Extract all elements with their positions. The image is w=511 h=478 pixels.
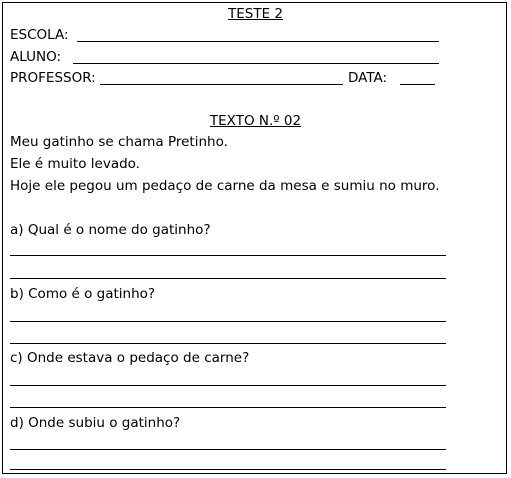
student-label: ALUNO: [10, 49, 62, 65]
school-label: ESCOLA: [10, 27, 69, 43]
answer-line[interactable] [10, 385, 446, 386]
answer-line[interactable] [10, 278, 446, 279]
answer-line[interactable] [10, 321, 446, 322]
text-line: Hoje ele pegou um pedaço de carne da mesa e sumiu no muro. [10, 178, 440, 194]
question-prompt: b) Como é o gatinho? [10, 286, 156, 302]
worksheet-frame [2, 2, 507, 474]
question-prompt: a) Qual é o nome do gatinho? [10, 222, 211, 238]
answer-line[interactable] [10, 343, 446, 344]
date-answer-line[interactable] [400, 84, 435, 85]
answer-line[interactable] [10, 449, 446, 450]
teacher-answer-line[interactable] [100, 84, 343, 85]
answer-line[interactable] [10, 469, 446, 470]
question-prompt: d) Onde subiu o gatinho? [10, 415, 181, 431]
answer-line[interactable] [10, 255, 446, 256]
text-line: Meu gatinho se chama Pretinho. [10, 134, 228, 150]
text-line: Ele é muito levado. [10, 156, 140, 172]
text-heading: TEXTO N.º 02 [209, 113, 302, 129]
student-answer-line[interactable] [73, 63, 439, 64]
answer-line[interactable] [10, 407, 446, 408]
question-prompt: c) Onde estava o pedaço de carne? [10, 350, 250, 366]
date-label: DATA: [348, 70, 388, 86]
teacher-label: PROFESSOR: [10, 70, 96, 86]
worksheet-title: TESTE 2 [227, 6, 283, 22]
school-answer-line[interactable] [77, 41, 439, 42]
